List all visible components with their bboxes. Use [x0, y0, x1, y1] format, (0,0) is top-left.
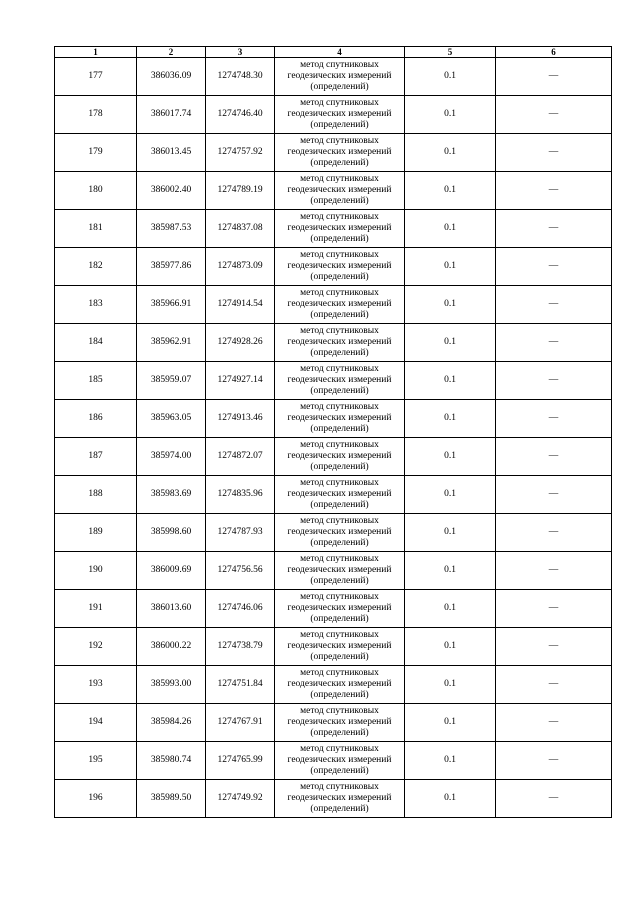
- point-number-cell: 183: [55, 286, 137, 324]
- point-number-cell: 192: [55, 628, 137, 666]
- table-row: [55, 210, 612, 248]
- method-cell: метод спутниковых геодезических измерений (определений): [275, 400, 405, 438]
- x-coordinate-cell: 385983.69: [137, 476, 206, 514]
- accuracy-cell: 0.1: [405, 628, 496, 666]
- y-coordinate-cell: 1274765.99: [206, 742, 275, 780]
- table-row: [55, 286, 612, 324]
- accuracy-cell: 0.1: [405, 400, 496, 438]
- method-cell: метод спутниковых геодезических измерений (определений): [275, 552, 405, 590]
- note-cell: —: [496, 96, 612, 134]
- table-row: [55, 324, 612, 362]
- method-cell: метод спутниковых геодезических измерений (определений): [275, 172, 405, 210]
- point-number-cell: 184: [55, 324, 137, 362]
- table-row: [55, 704, 612, 742]
- x-coordinate-cell: 385977.86: [137, 248, 206, 286]
- note-cell: —: [496, 210, 612, 248]
- point-number-cell: 191: [55, 590, 137, 628]
- x-coordinate-cell: 385989.50: [137, 780, 206, 818]
- point-number-cell: 188: [55, 476, 137, 514]
- accuracy-cell: 0.1: [405, 286, 496, 324]
- point-number-cell: 189: [55, 514, 137, 552]
- accuracy-cell: 0.1: [405, 96, 496, 134]
- table-row: [55, 172, 612, 210]
- y-coordinate-cell: 1274748.30: [206, 58, 275, 96]
- note-cell: —: [496, 172, 612, 210]
- y-coordinate-cell: 1274757.92: [206, 134, 275, 172]
- table-row: [55, 590, 612, 628]
- point-number-cell: 181: [55, 210, 137, 248]
- method-cell: метод спутниковых геодезических измерений (определений): [275, 742, 405, 780]
- method-cell: метод спутниковых геодезических измерений (определений): [275, 286, 405, 324]
- table-row: [55, 742, 612, 780]
- y-coordinate-cell: 1274746.06: [206, 590, 275, 628]
- column-header-3: 3: [206, 47, 275, 58]
- point-number-cell: 196: [55, 780, 137, 818]
- method-cell: метод спутниковых геодезических измерений (определений): [275, 134, 405, 172]
- y-coordinate-cell: 1274749.92: [206, 780, 275, 818]
- method-cell: метод спутниковых геодезических измерений (определений): [275, 248, 405, 286]
- note-cell: —: [496, 438, 612, 476]
- header-row: [55, 47, 612, 58]
- accuracy-cell: 0.1: [405, 438, 496, 476]
- x-coordinate-cell: 386009.69: [137, 552, 206, 590]
- method-cell: метод спутниковых геодезических измерений (определений): [275, 514, 405, 552]
- point-number-cell: 177: [55, 58, 137, 96]
- point-number-cell: 193: [55, 666, 137, 704]
- note-cell: —: [496, 552, 612, 590]
- y-coordinate-cell: 1274787.93: [206, 514, 275, 552]
- accuracy-cell: 0.1: [405, 590, 496, 628]
- x-coordinate-cell: 386002.40: [137, 172, 206, 210]
- method-cell: метод спутниковых геодезических измерений (определений): [275, 324, 405, 362]
- x-coordinate-cell: 385998.60: [137, 514, 206, 552]
- accuracy-cell: 0.1: [405, 552, 496, 590]
- y-coordinate-cell: 1274789.19: [206, 172, 275, 210]
- method-cell: метод спутниковых геодезических измерений (определений): [275, 58, 405, 96]
- x-coordinate-cell: 385980.74: [137, 742, 206, 780]
- table-row: [55, 400, 612, 438]
- y-coordinate-cell: 1274927.14: [206, 362, 275, 400]
- y-coordinate-cell: 1274914.54: [206, 286, 275, 324]
- column-header-2: 2: [137, 47, 206, 58]
- y-coordinate-cell: 1274751.84: [206, 666, 275, 704]
- note-cell: —: [496, 58, 612, 96]
- x-coordinate-cell: 385959.07: [137, 362, 206, 400]
- method-cell: метод спутниковых геодезических измерений (определений): [275, 362, 405, 400]
- x-coordinate-cell: 386000.22: [137, 628, 206, 666]
- y-coordinate-cell: 1274767.91: [206, 704, 275, 742]
- method-cell: метод спутниковых геодезических измерений (определений): [275, 628, 405, 666]
- x-coordinate-cell: 386013.45: [137, 134, 206, 172]
- coordinates-table: [54, 46, 612, 818]
- table-row: [55, 476, 612, 514]
- point-number-cell: 185: [55, 362, 137, 400]
- accuracy-cell: 0.1: [405, 704, 496, 742]
- y-coordinate-cell: 1274746.40: [206, 96, 275, 134]
- accuracy-cell: 0.1: [405, 514, 496, 552]
- accuracy-cell: 0.1: [405, 742, 496, 780]
- point-number-cell: 178: [55, 96, 137, 134]
- y-coordinate-cell: 1274756.56: [206, 552, 275, 590]
- point-number-cell: 195: [55, 742, 137, 780]
- method-cell: метод спутниковых геодезических измерений (определений): [275, 210, 405, 248]
- table-row: [55, 666, 612, 704]
- table-row: [55, 780, 612, 818]
- method-cell: метод спутниковых геодезических измерений (определений): [275, 704, 405, 742]
- column-header-5: 5: [405, 47, 496, 58]
- x-coordinate-cell: 386017.74: [137, 96, 206, 134]
- note-cell: —: [496, 514, 612, 552]
- x-coordinate-cell: 386036.09: [137, 58, 206, 96]
- table-row: [55, 96, 612, 134]
- method-cell: метод спутниковых геодезических измерений (определений): [275, 438, 405, 476]
- x-coordinate-cell: 386013.60: [137, 590, 206, 628]
- y-coordinate-cell: 1274913.46: [206, 400, 275, 438]
- note-cell: —: [496, 742, 612, 780]
- note-cell: —: [496, 324, 612, 362]
- method-cell: метод спутниковых геодезических измерений (определений): [275, 780, 405, 818]
- note-cell: —: [496, 134, 612, 172]
- table-header: [55, 47, 612, 58]
- method-cell: метод спутниковых геодезических измерений (определений): [275, 666, 405, 704]
- method-cell: метод спутниковых геодезических измерений (определений): [275, 476, 405, 514]
- x-coordinate-cell: 385974.00: [137, 438, 206, 476]
- point-number-cell: 187: [55, 438, 137, 476]
- accuracy-cell: 0.1: [405, 134, 496, 172]
- note-cell: —: [496, 400, 612, 438]
- accuracy-cell: 0.1: [405, 248, 496, 286]
- accuracy-cell: 0.1: [405, 476, 496, 514]
- note-cell: —: [496, 590, 612, 628]
- point-number-cell: 179: [55, 134, 137, 172]
- note-cell: —: [496, 628, 612, 666]
- accuracy-cell: 0.1: [405, 172, 496, 210]
- point-number-cell: 194: [55, 704, 137, 742]
- x-coordinate-cell: 385987.53: [137, 210, 206, 248]
- y-coordinate-cell: 1274837.08: [206, 210, 275, 248]
- x-coordinate-cell: 385984.26: [137, 704, 206, 742]
- x-coordinate-cell: 385962.91: [137, 324, 206, 362]
- y-coordinate-cell: 1274928.26: [206, 324, 275, 362]
- table-row: [55, 248, 612, 286]
- method-cell: метод спутниковых геодезических измерений (определений): [275, 590, 405, 628]
- column-header-6: 6: [496, 47, 612, 58]
- note-cell: —: [496, 666, 612, 704]
- method-cell: метод спутниковых геодезических измерений (определений): [275, 96, 405, 134]
- point-number-cell: 180: [55, 172, 137, 210]
- y-coordinate-cell: 1274873.09: [206, 248, 275, 286]
- note-cell: —: [496, 780, 612, 818]
- accuracy-cell: 0.1: [405, 324, 496, 362]
- table-body: [55, 58, 612, 818]
- note-cell: —: [496, 476, 612, 514]
- x-coordinate-cell: 385993.00: [137, 666, 206, 704]
- table-row: [55, 628, 612, 666]
- x-coordinate-cell: 385963.05: [137, 400, 206, 438]
- table-row: [55, 552, 612, 590]
- x-coordinate-cell: 385966.91: [137, 286, 206, 324]
- accuracy-cell: 0.1: [405, 210, 496, 248]
- note-cell: —: [496, 704, 612, 742]
- column-header-4: 4: [275, 47, 405, 58]
- table-row: [55, 58, 612, 96]
- table-row: [55, 362, 612, 400]
- note-cell: —: [496, 362, 612, 400]
- note-cell: —: [496, 286, 612, 324]
- point-number-cell: 182: [55, 248, 137, 286]
- table-row: [55, 514, 612, 552]
- point-number-cell: 186: [55, 400, 137, 438]
- y-coordinate-cell: 1274738.79: [206, 628, 275, 666]
- y-coordinate-cell: 1274872.07: [206, 438, 275, 476]
- accuracy-cell: 0.1: [405, 666, 496, 704]
- accuracy-cell: 0.1: [405, 362, 496, 400]
- y-coordinate-cell: 1274835.96: [206, 476, 275, 514]
- table-row: [55, 134, 612, 172]
- column-header-1: 1: [55, 47, 137, 58]
- point-number-cell: 190: [55, 552, 137, 590]
- note-cell: —: [496, 248, 612, 286]
- accuracy-cell: 0.1: [405, 58, 496, 96]
- table-row: [55, 438, 612, 476]
- accuracy-cell: 0.1: [405, 780, 496, 818]
